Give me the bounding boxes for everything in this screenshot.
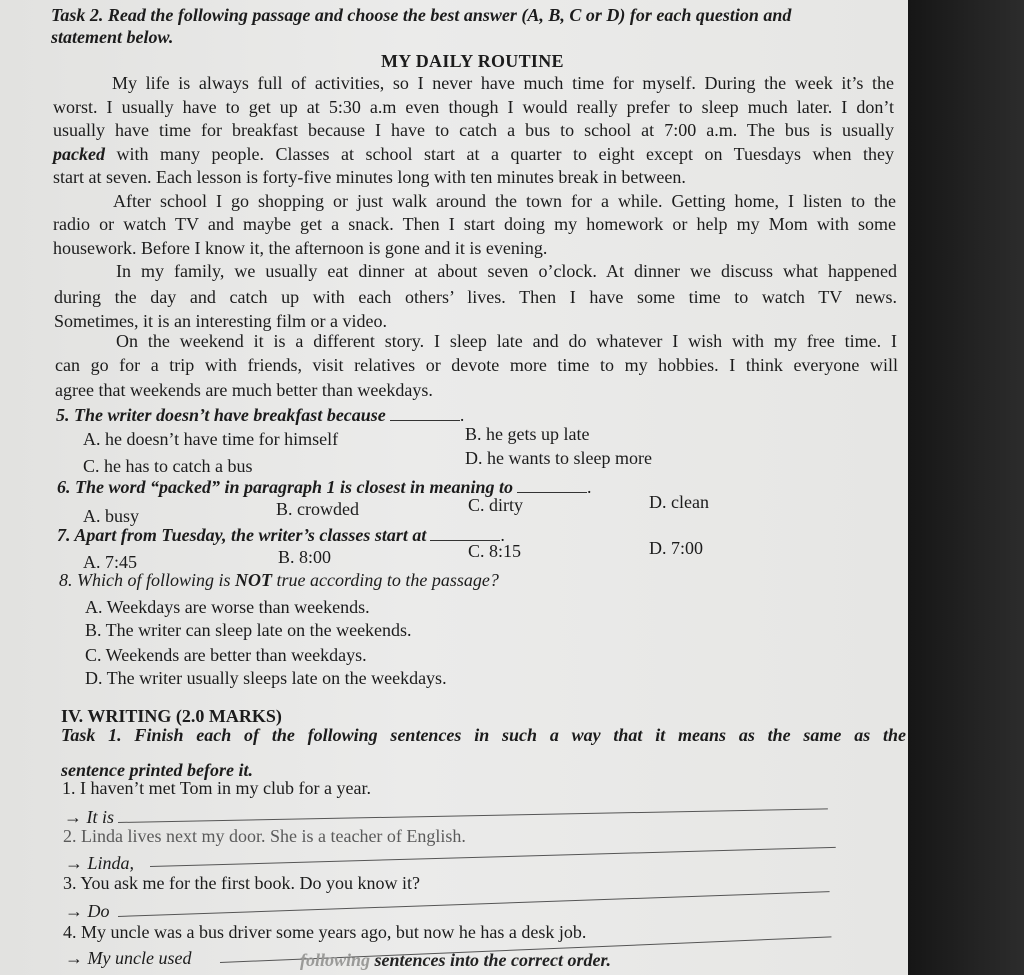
passage-p1-line1: My life is always full of activities, so I never have much time for myself. During the week it’s the	[112, 73, 894, 93]
q6-end: .	[587, 477, 592, 497]
answer-line-2[interactable]	[150, 847, 836, 867]
passage-p1-line2: worst. I usually have to get up at 5:30 a.m even though I would really prefer to sleep much later. I don’t	[53, 97, 894, 117]
writing-prompt-1: → It is	[64, 807, 115, 827]
passage-title: MY DAILY ROUTINE	[381, 51, 564, 71]
q6-option-c[interactable]: C. dirty	[468, 495, 524, 515]
question-8	[59, 569, 499, 591]
question-7	[57, 524, 505, 546]
writing-prompt-3: → Do	[65, 901, 110, 921]
passage-p1-line4-rest: with many people. Classes at school start at a quarter to eight except on Tuesdays when they	[104, 144, 894, 164]
q8-option-d[interactable]: D. The writer usually sleeps late on the weekdays.	[85, 668, 447, 688]
passage-p1-line4	[53, 143, 894, 165]
question-5	[56, 404, 464, 426]
next-task-cutoff-b: sentences into the correct order.	[374, 950, 612, 970]
passage-p4-line1: On the weekend it is a different story. I sleep late and do whatever I wish with my free time. I	[116, 331, 897, 351]
writing-sentence-2	[63, 825, 466, 847]
q8-option-b[interactable]: B. The writer can sleep late on the weekends.	[85, 620, 412, 640]
q8-not: NOT	[235, 570, 273, 590]
passage-p3-line1: In my family, we usually eat dinner at about seven o’clock. At dinner we discuss what happened	[116, 261, 897, 281]
answer-blank[interactable]	[517, 478, 587, 493]
passage-p2-line3: housework. Before I know it, the afternoon is gone and it is evening.	[53, 238, 548, 258]
q7-option-d[interactable]: D. 7:00	[649, 538, 703, 558]
q5-stem: 5. The writer doesn’t have breakfast because	[56, 405, 386, 425]
passage-p4-line2: can go for a trip with friends, visit relatives or devote more time to my hobbies. I think everyone will	[55, 355, 898, 375]
passage-p3-line2: during the day and catch up with each others’ lives. Then I have some time to watch TV news.	[54, 287, 897, 307]
task2-heading-line2: statement below.	[51, 27, 174, 47]
q8-option-c[interactable]: C. Weekends are better than weekdays.	[85, 645, 367, 665]
answer-line-3[interactable]	[118, 891, 830, 917]
writing-sentence-1: 1. I haven’t met Tom in my club for a year.	[62, 778, 371, 798]
q7-option-b[interactable]: B. 8:00	[278, 547, 332, 567]
writing-sentence-3: 3. You ask me for the first book. Do you know it?	[63, 873, 420, 893]
writing-task1-line1: Task 1. Finish each of the following sentences in such a way that it means as the same as the	[61, 725, 906, 745]
passage-p1-line3: usually have time for breakfast because I have to catch a bus to school at 7:00 a.m. The bus is usually	[53, 120, 894, 140]
q6-option-b[interactable]: B. crowded	[276, 499, 359, 519]
q7-option-c[interactable]: C. 8:15	[468, 541, 522, 561]
answer-blank[interactable]	[430, 526, 500, 541]
passage-p2-line1: After school I go shopping or just walk around the town for a while. Getting home, I listen to the	[113, 191, 896, 211]
q5-end: .	[459, 405, 465, 425]
passage-p4-line3: agree that weekends are much better than weekdays.	[55, 380, 433, 400]
q5-option-c[interactable]: C. he has to catch a bus	[83, 456, 253, 476]
writing-sentence-2-text: 2. Linda lives next my door. She is a teacher of English.	[63, 826, 466, 846]
q7-option-a[interactable]: A. 7:45	[83, 552, 137, 572]
q5-option-d[interactable]: D. he wants to sleep more	[465, 448, 652, 468]
q7-end: .	[500, 525, 505, 545]
q8-stem-pre: 8. Which of following is	[59, 570, 236, 590]
next-task-cutoff-a: following	[300, 950, 375, 970]
q8-stem-post: true according to the passage?	[272, 570, 499, 590]
q6-option-d[interactable]: D. clean	[649, 492, 709, 512]
writing-prompt-4: → My uncle used	[65, 948, 192, 968]
passage-p2-line2: radio or watch TV and maybe get a snack. Then I start doing my homework or help my Mom with some	[53, 214, 896, 234]
dark-background-edge	[908, 0, 1024, 975]
q6-option-a[interactable]: A. busy	[83, 506, 140, 526]
passage-p1-line5: start at seven. Each lesson is forty-five minutes long with ten minutes break in between.	[53, 167, 686, 187]
q5-option-b[interactable]: B. he gets up late	[465, 424, 590, 444]
q8-option-a[interactable]: A. Weekdays are worse than weekends.	[85, 597, 370, 617]
writing-section-heading: IV. WRITING (2.0 MARKS)	[61, 706, 282, 726]
passage-p3-line3: Sometimes, it is an interesting film or a video.	[54, 311, 387, 331]
writing-prompt-2: → Linda,	[65, 853, 135, 873]
q6-stem: 6. The word “packed” in paragraph 1 is closest in meaning to	[57, 477, 514, 497]
q5-option-a[interactable]: A. he doesn’t have time for himself	[83, 429, 339, 449]
writing-sentence-4: 4. My uncle was a bus driver some years ago, but now he has a desk job.	[63, 922, 587, 942]
task2-heading-line1: Task 2. Read the following passage and choose the best answer (A, B, C or D) for each question and	[51, 5, 792, 25]
answer-line-1[interactable]	[118, 808, 828, 823]
answer-blank[interactable]	[390, 406, 460, 421]
packed-word: packed	[53, 144, 105, 164]
writing-task1-line2: sentence printed before it.	[61, 760, 253, 780]
next-task-cutoff-text	[300, 950, 611, 971]
q7-stem: 7. Apart from Tuesday, the writer’s classes start at	[57, 525, 427, 545]
